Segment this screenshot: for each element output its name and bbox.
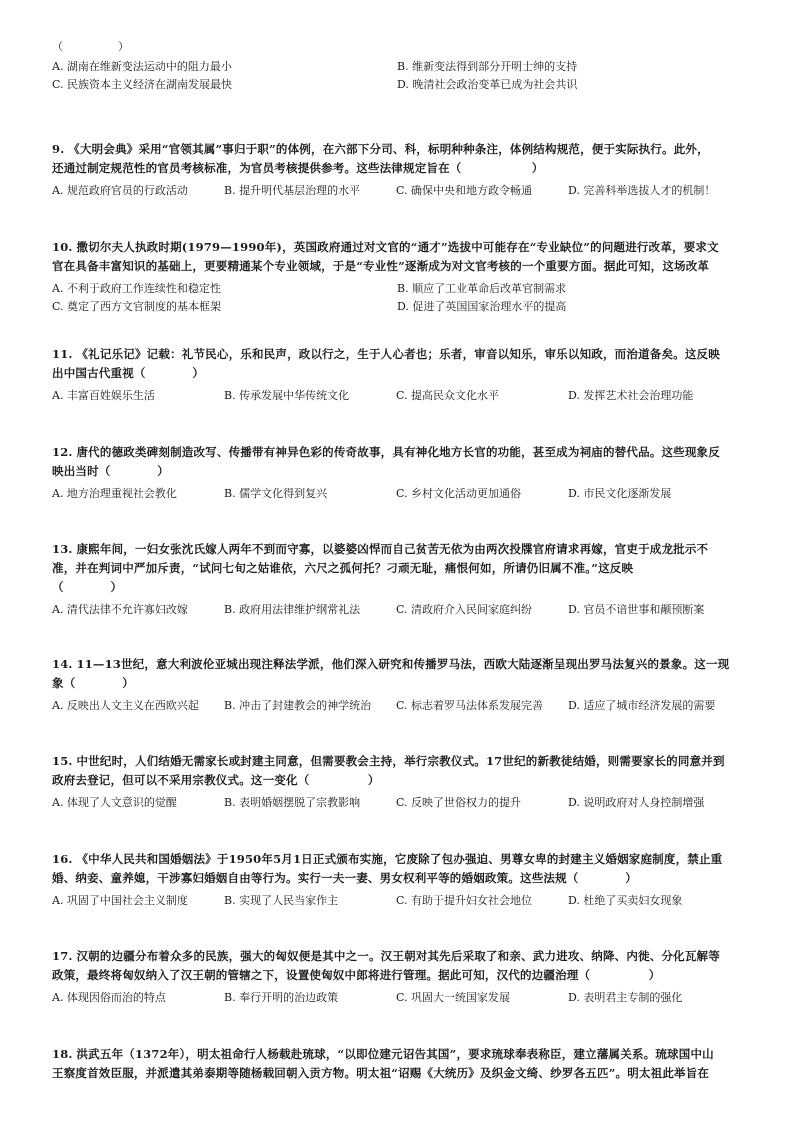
options — [52, 182, 742, 200]
question-stem — [52, 947, 742, 985]
question-number: 12. — [52, 445, 73, 459]
option-d[interactable]: D. 杜绝了买卖妇女现象 — [568, 894, 683, 907]
question-number: 10. — [52, 240, 73, 254]
option-c[interactable]: C. 提高民众文化水平 — [396, 389, 500, 402]
stem-line-1: 11—13世纪，意大利波伦亚城出现注释法学派，他们深入研究和传播罗马法，西欧大陆逐渐呈现出罗马法复兴的景象。这一现 — [76, 657, 730, 671]
option-a[interactable]: A. 湖南在维新变法运动中的阻力最小 — [52, 60, 232, 73]
question-stem — [52, 540, 742, 597]
question-11 — [52, 345, 742, 405]
stem-line-1: 洪武五年（1372年），明太祖命行人杨载赴琉球，“以即位建元诏告其国”，要求琉球奉表称臣，建立藩属关系。琉球国中山 — [76, 1047, 714, 1061]
stem-line-1: 《礼记乐记》记载：礼节民心，乐和民声，政以行之，生于人心者也；乐者，审音以知乐，审乐以知政，而治道备矣。这反映 — [76, 347, 720, 361]
option-d[interactable]: D. 发挥艺术社会治理功能 — [568, 389, 694, 402]
option-a[interactable]: A. 反映出人文主义在西欧兴起 — [52, 699, 199, 712]
stem-line-2: 政府去登记，但可以不采用宗教仪式。这一变化（ ） — [52, 773, 380, 787]
question-14 — [52, 655, 742, 715]
question-stem — [52, 1045, 742, 1083]
options — [52, 58, 742, 94]
option-a[interactable]: A. 清代法律不允许寡妇改嫁 — [52, 603, 188, 616]
option-c[interactable]: C. 巩固大一统国家发展 — [396, 991, 511, 1004]
question-15 — [52, 752, 742, 812]
stem-line-1: 汉朝的边疆分布着众多的民族，强大的匈奴便是其中之一。汉王朝对其先后采取了和亲、武力进攻、纳降、内徙、分化瓦解等 — [76, 949, 720, 963]
question-12 — [52, 443, 742, 503]
option-c[interactable]: C. 标志着罗马法体系发展完善 — [396, 699, 544, 712]
question-10 — [52, 238, 742, 316]
option-d[interactable]: D. 说明政府对人身控制增强 — [568, 796, 705, 809]
question-stem — [52, 443, 742, 481]
answer-paren: （ ） — [52, 40, 129, 53]
options — [52, 280, 742, 316]
question-stem — [52, 655, 742, 693]
question-number: 17. — [52, 949, 73, 963]
option-d[interactable]: D. 完善科举选拔人才的机制！ — [568, 184, 716, 197]
question-number: 15. — [52, 754, 73, 768]
question-9 — [52, 140, 742, 200]
option-c[interactable]: C. 乡村文化活动更加通俗 — [396, 487, 522, 500]
stem-line-2: 王察度首效臣服，并派遣其弟泰期等随杨载回朝入贡方物。明太祖“诏赐《大统历》及织金文绮、纱罗各五匹”。明太祖此举旨在 — [52, 1066, 710, 1080]
stem-line-2: 象（ ） — [52, 676, 134, 690]
option-d[interactable]: D. 市民文化逐渐发展 — [568, 487, 672, 500]
option-b[interactable]: B. 提升明代基层治理的水平 — [224, 184, 361, 197]
option-d[interactable]: D. 官员不谙世事和颟顸断案 — [568, 603, 705, 616]
option-a[interactable]: A. 规范政府官员的行政活动 — [52, 184, 188, 197]
question-16 — [52, 850, 742, 910]
option-a[interactable]: A. 体现了人文意识的觉醒 — [52, 796, 177, 809]
question-17 — [52, 947, 742, 1007]
options — [52, 697, 742, 715]
option-d[interactable]: D. 晚清社会政治变革已成为社会共识 — [397, 78, 578, 91]
option-b[interactable]: B. 奉行开明的治边政策 — [224, 991, 339, 1004]
stem-line-2: 政策，最终将匈奴纳入了汉王朝的管辖之下，设置使匈奴中郎将进行管理。据此可知，汉代的边疆治理（ ） — [52, 968, 661, 982]
option-a[interactable]: A. 丰富百姓娱乐生活 — [52, 389, 155, 402]
option-c[interactable]: C. 反映了世俗权力的提升 — [396, 796, 522, 809]
options — [52, 989, 742, 1007]
question-number: 13. — [52, 542, 73, 556]
option-b[interactable]: B. 政府用法律维护纲常礼法 — [224, 603, 361, 616]
question-number: 14. — [52, 657, 73, 671]
option-d[interactable]: D. 促进了英国国家治理水平的提高 — [397, 300, 567, 313]
stem-line-2: 还通过制定规范性的官员考核标准，为官员考核提供参考。这些法律规定旨在（ ） — [52, 161, 544, 175]
option-c[interactable]: C. 奠定了西方文官制度的基本框架 — [52, 300, 222, 313]
option-a[interactable]: A. 巩固了中国社会主义制度 — [52, 894, 188, 907]
question-number: 18. — [52, 1047, 73, 1061]
option-b[interactable]: B. 维新变法得到部分开明士绅的支持 — [397, 60, 578, 73]
question-18 — [52, 1045, 742, 1083]
stem-line-2: 出中国古代重视（ ） — [52, 366, 205, 380]
options — [52, 794, 742, 812]
option-b[interactable]: B. 传承发展中华传统文化 — [224, 389, 350, 402]
option-a[interactable]: A. 不利于政府工作连续性和稳定性 — [52, 282, 221, 295]
question-number: 11. — [52, 347, 73, 361]
option-b[interactable]: B. 表明婚姻摆脱了宗教影响 — [224, 796, 361, 809]
question-13 — [52, 540, 742, 619]
question-number: 16. — [52, 852, 73, 866]
stem-line-1: 康熙年间，一妇女张沈氏嫁人两年不到而守寡，以婆婆凶悍而自己贫苦无依为由两次投牒官府请求再嫁，官吏于成龙批示不 — [76, 542, 709, 556]
option-d[interactable]: D. 适应了城市经济发展的需要 — [568, 699, 716, 712]
stem-line-3: （ ） — [52, 580, 123, 594]
stem-line-1: 撒切尔夫人执政时期(1979—1990年)，英国政府通过对文官的“通才”选拔中可能存在“专业缺位”的问题进行改革，要求文 — [76, 240, 719, 254]
question-8 — [52, 38, 742, 94]
options — [52, 485, 742, 503]
option-a[interactable]: A. 地方治理重视社会教化 — [52, 487, 177, 500]
stem-line-1: 中世纪时，人们结婚无需家长或封建主同意，但需要教会主持，举行宗教仪式。17世纪的新教徒结婚，则需要家长的同意并到 — [76, 754, 725, 768]
options — [52, 387, 742, 405]
question-stem — [52, 238, 742, 276]
stem-line-1: 《大明会典》采用“官领其属”事归于职”的体例，在六部下分司、科，标明种种条注，体例结构规范，便于实际执行。此外， — [68, 142, 709, 156]
option-c[interactable]: C. 清政府介入民间家庭纠纷 — [396, 603, 533, 616]
stem-line-2: 准，并在判词中严加斥责，“试问七旬之姑谁依，六尺之孤何托？刁顽无耻，痛恨何如，所请仍旧属不准。”这反映 — [52, 561, 634, 575]
option-c[interactable]: C. 有助于提升妇女社会地位 — [396, 894, 533, 907]
stem-line-2: 官在具备丰富知识的基础上，更要精通某个专业领域，于是“专业性”逐渐成为对文官考核的一个重要方面。据此可知，这场改革 — [52, 259, 710, 273]
option-d[interactable]: D. 表明君主专制的强化 — [568, 991, 683, 1004]
question-stem — [52, 752, 742, 790]
question-stem — [52, 345, 742, 383]
option-b[interactable]: B. 实现了人民当家作主 — [224, 894, 339, 907]
question-stem — [52, 140, 742, 178]
question-number: 9. — [52, 142, 65, 156]
question-stem — [52, 850, 742, 888]
option-a[interactable]: A. 体现因俗而治的特点 — [52, 991, 166, 1004]
stem-line-2: 映出当时（ ） — [52, 464, 169, 478]
option-b[interactable]: B. 冲击了封建教会的神学统治 — [224, 699, 372, 712]
options — [52, 892, 742, 910]
option-b[interactable]: B. 儒学文化得到复兴 — [224, 487, 328, 500]
options — [52, 601, 742, 619]
option-c[interactable]: C. 民族资本主义经济在湖南发展最快 — [52, 78, 233, 91]
stem-line-2: 婚、纳妾、童养媳，干涉寡妇婚姻自由等行为。实行一夫一妻、男女权利平等的婚姻政策。这些法规（ ） — [52, 871, 637, 885]
option-b[interactable]: B. 顺应了工业革命后改革官制需求 — [397, 282, 567, 295]
option-c[interactable]: C. 确保中央和地方政令畅通 — [396, 184, 533, 197]
stem-line-1: 唐代的德政类碑刻制造改写、传播带有神异色彩的传奇故事，具有神化地方长官的功能，甚至成为祠庙的替代品。这些现象反 — [76, 445, 720, 459]
stem-line-1: 《中华人民共和国婚姻法》于1950年5月1日正式颁布实施，它废除了包办强迫、男尊女卑的封建主义婚姻家庭制度，禁止重 — [76, 852, 723, 866]
